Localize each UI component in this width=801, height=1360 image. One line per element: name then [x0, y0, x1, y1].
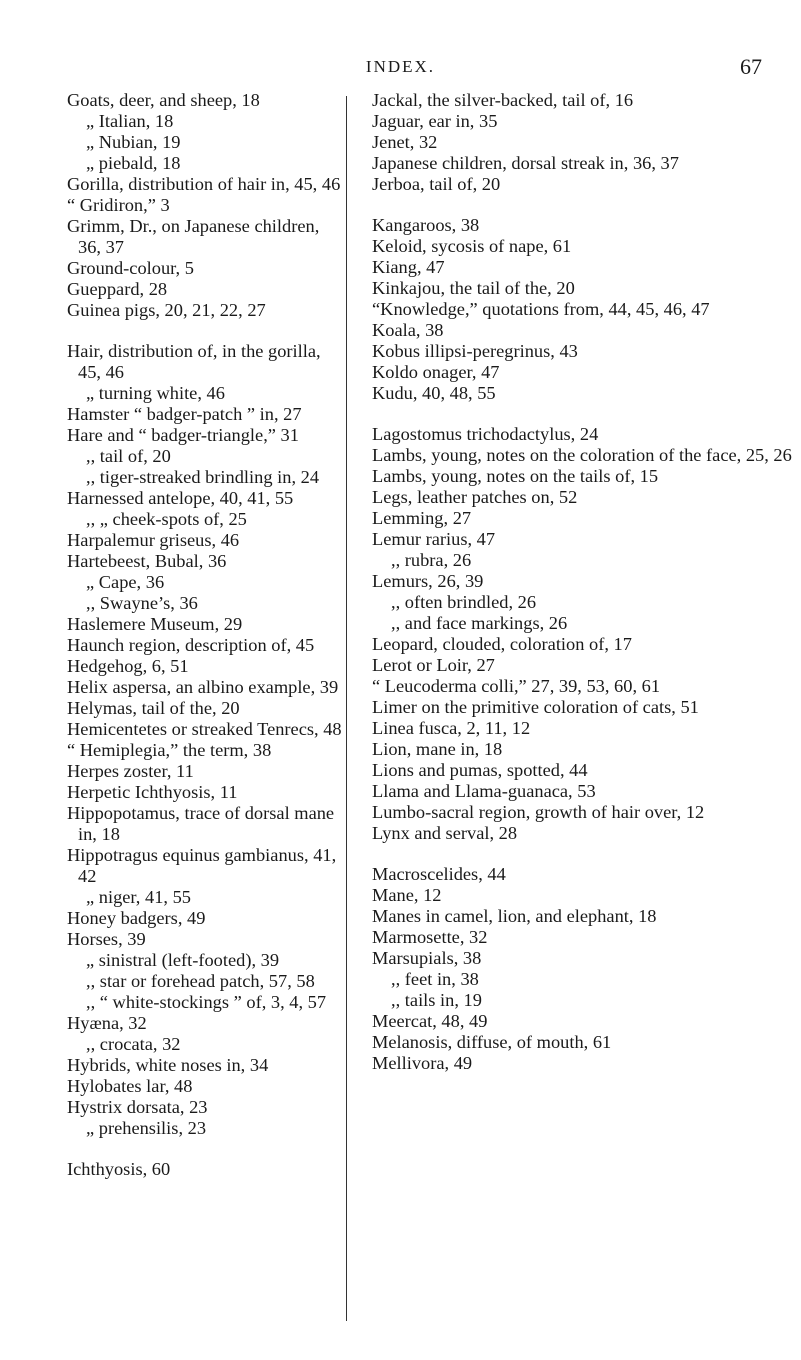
index-entry: Jackal, the silver-backed, tail of, 16	[372, 90, 634, 110]
section-gap	[372, 844, 792, 864]
index-subentry: ,, star or forehead patch, 57, 58	[86, 971, 315, 991]
index-entry: Hare and “ badger-triangle,” 31	[67, 425, 299, 445]
index-entry: Harnessed antelope, 40, 41, 55	[67, 488, 294, 508]
index-entry: Kiang, 47	[372, 257, 445, 277]
section-gap	[67, 321, 342, 341]
section-gap	[67, 1139, 342, 1159]
index-subentry: ,, tail of, 20	[86, 446, 171, 466]
column-divider	[346, 96, 347, 1321]
section-gap	[372, 404, 792, 424]
index-entry: Gorilla, distribution of hair in, 45, 46	[67, 174, 341, 194]
index-subentry: „ Nubian, 19	[86, 132, 181, 152]
index-entry: Honey badgers, 49	[67, 908, 206, 928]
index-entry: Leopard, clouded, coloration of, 17	[372, 634, 632, 654]
index-subentry: „ turning white, 46	[86, 383, 225, 403]
index-entry: Hyæna, 32	[67, 1013, 147, 1033]
index-entry: Macroscelides, 44	[372, 864, 506, 884]
index-entry: Hybrids, white noses in, 34	[67, 1055, 269, 1075]
index-entry: Mane, 12	[372, 885, 442, 905]
index-entry: Kobus illipsi-peregrinus, 43	[372, 341, 578, 361]
index-subentry: ,, feet in, 38	[391, 969, 479, 989]
index-entry: Keloid, sycosis of nape, 61	[372, 236, 572, 256]
index-subentry: ,, crocata, 32	[86, 1034, 181, 1054]
index-subentry: ,, often brindled, 26	[391, 592, 537, 612]
index-column-left	[67, 90, 342, 1180]
index-entry: Lemurs, 26, 39	[372, 571, 484, 591]
index-entry: Linea fusca, 2, 11, 12	[372, 718, 531, 738]
index-entry: Hystrix dorsata, 23	[67, 1097, 208, 1117]
index-subentry: „ sinistral (left-footed), 39	[86, 950, 280, 970]
index-entry: Koldo onager, 47	[372, 362, 500, 382]
index-entry: Hemicentetes or streaked Tenrecs, 48	[67, 719, 342, 739]
index-subentry: ,, tails in, 19	[391, 990, 482, 1010]
index-entry: Jerboa, tail of, 20	[372, 174, 501, 194]
index-entry: Kangaroos, 38	[372, 215, 480, 235]
index-entry: Jenet, 32	[372, 132, 438, 152]
index-entry: Lagostomus trichodactylus, 24	[372, 424, 599, 444]
index-entry: Goats, deer, and sheep, 18	[67, 90, 260, 110]
index-entry: Lerot or Loir, 27	[372, 655, 495, 675]
index-entry: Helymas, tail of the, 20	[67, 698, 240, 718]
index-entry: Lambs, young, notes on the coloration of the face, 25, 26	[372, 445, 792, 465]
index-subentry: „ Cape, 36	[86, 572, 165, 592]
index-entry: Hamster “ badger-patch ” in, 27	[67, 404, 302, 424]
index-subentry: ,, Swayne’s, 36	[86, 593, 198, 613]
index-entry: Ground-colour, 5	[67, 258, 194, 278]
index-subentry: ,, „ cheek-spots of, 25	[86, 509, 247, 529]
index-entry: Gueppard, 28	[67, 279, 168, 299]
page-header-title: INDEX.	[365, 57, 436, 76]
index-entry: Helix aspersa, an albino example, 39	[67, 677, 339, 697]
index-entry: Kinkajou, the tail of the, 20	[372, 278, 575, 298]
index-subentry: „ prehensilis, 23	[86, 1118, 207, 1138]
index-entry: Hylobates lar, 48	[67, 1076, 193, 1096]
index-entry: Lynx and serval, 28	[372, 823, 518, 843]
index-entry: Koala, 38	[372, 320, 444, 340]
index-entry: Hair, distribution of, in the gorilla, 45, 46	[67, 341, 321, 382]
index-entry: Llama and Llama-guanaca, 53	[372, 781, 596, 801]
index-entry: Hedgehog, 6, 51	[67, 656, 189, 676]
index-entry: Kudu, 40, 48, 55	[372, 383, 496, 403]
index-subentry: „ Italian, 18	[86, 111, 174, 131]
index-entry: Haunch region, description of, 45	[67, 635, 315, 655]
index-entry: Lemming, 27	[372, 508, 472, 528]
index-entry: Legs, leather patches on, 52	[372, 487, 578, 507]
index-entry: Limer on the primitive coloration of cats, 51	[372, 697, 699, 717]
index-entry: Horses, 39	[67, 929, 146, 949]
index-entry: Harpalemur griseus, 46	[67, 530, 240, 550]
index-entry: “ Leucoderma colli,” 27, 39, 53, 60, 61	[372, 676, 661, 696]
index-subentry: ,, and face markings, 26	[391, 613, 568, 633]
index-subentry: ,, rubra, 26	[391, 550, 472, 570]
index-entry: Grimm, Dr., on Japanese children, 36, 37	[67, 216, 320, 257]
index-entry: Hippotragus equinus gambianus, 41, 42	[67, 845, 337, 886]
index-entry: Ichthyosis, 60	[67, 1159, 171, 1179]
index-entry: Melanosis, diffuse, of mouth, 61	[372, 1032, 612, 1052]
index-subentry: „ piebald, 18	[86, 153, 181, 173]
index-entry: “Knowledge,” quotations from, 44, 45, 46, 47	[372, 299, 710, 319]
index-entry: Lions and pumas, spotted, 44	[372, 760, 588, 780]
index-entry: Guinea pigs, 20, 21, 22, 27	[67, 300, 266, 320]
index-entry: Manes in camel, lion, and elephant, 18	[372, 906, 657, 926]
index-entry: “ Gridiron,” 3	[67, 195, 170, 215]
index-entry: Lambs, young, notes on the tails of, 15	[372, 466, 659, 486]
index-entry: Japanese children, dorsal streak in, 36, 37	[372, 153, 679, 173]
index-subentry: ,, tiger-streaked brindling in, 24	[86, 467, 320, 487]
index-entry: Haslemere Museum, 29	[67, 614, 243, 634]
index-entry: Herpes zoster, 11	[67, 761, 194, 781]
section-gap	[372, 195, 792, 215]
index-entry: “ Hemiplegia,” the term, 38	[67, 740, 272, 760]
index-entry: Lion, mane in, 18	[372, 739, 503, 759]
index-entry: Hippopotamus, trace of dorsal mane in, 18	[67, 803, 335, 844]
index-subentry: „ niger, 41, 55	[86, 887, 191, 907]
page-number: 67	[740, 54, 762, 79]
index-column-right	[372, 90, 792, 1074]
index-entry: Hartebeest, Bubal, 36	[67, 551, 227, 571]
index-subentry: ,, “ white-stockings ” of, 3, 4, 57	[86, 992, 327, 1012]
index-entry: Herpetic Ichthyosis, 11	[67, 782, 238, 802]
index-entry: Marmosette, 32	[372, 927, 488, 947]
index-entry: Marsupials, 38	[372, 948, 482, 968]
index-entry: Jaguar, ear in, 35	[372, 111, 498, 131]
index-entry: Lemur rarius, 47	[372, 529, 496, 549]
index-entry: Lumbo-sacral region, growth of hair over, 12	[372, 802, 705, 822]
index-entry: Meercat, 48, 49	[372, 1011, 488, 1031]
index-entry: Mellivora, 49	[372, 1053, 473, 1073]
